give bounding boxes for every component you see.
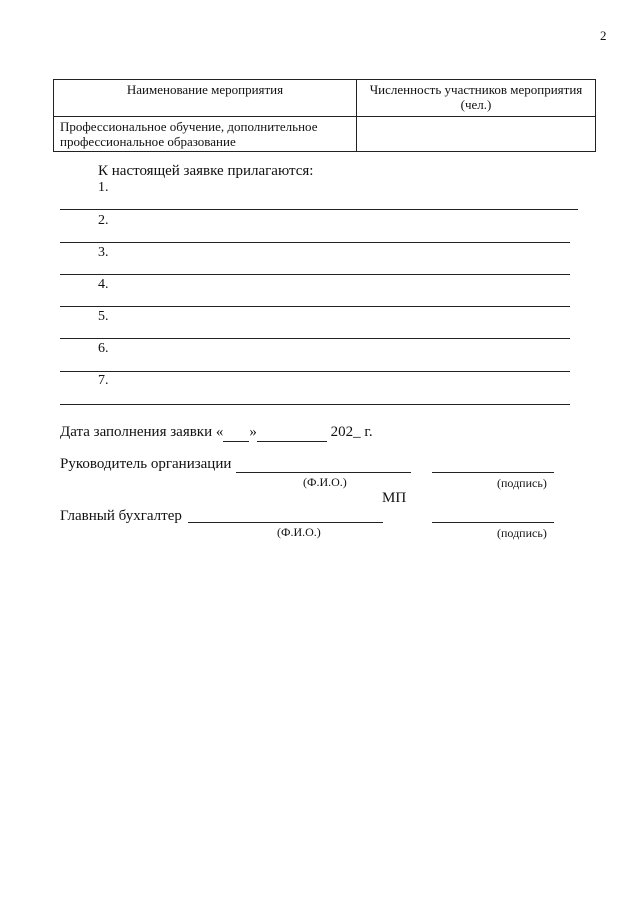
accountant-fio-line: [188, 522, 383, 523]
attachment-line: [60, 274, 570, 275]
header-participants: Численность участников мероприятия (чел.): [357, 80, 596, 117]
accountant-sign-line: [432, 522, 554, 523]
attachment-number: 7.: [98, 373, 109, 388]
attachment-line: [60, 209, 578, 210]
month-blank: [257, 424, 327, 442]
attachment-line: [60, 404, 570, 405]
head-fio-line: [236, 472, 411, 473]
head-sign-line: [432, 472, 554, 473]
page-number: 2: [600, 28, 607, 43]
attachment-number: 4.: [98, 277, 109, 292]
attachment-number: 5.: [98, 309, 109, 324]
attachment-number: 2.: [98, 213, 109, 228]
attachment-line: [60, 338, 570, 339]
head-sign-caption: (подпись): [497, 476, 547, 490]
close-quote: »: [249, 424, 257, 440]
attachments-title: К настоящей заявке прилагаются:: [98, 163, 314, 179]
attachment-number: 3.: [98, 245, 109, 260]
accountant-label: Главный бухгалтер: [60, 508, 182, 524]
year-label: 202_ г.: [330, 424, 373, 440]
day-blank: [223, 424, 249, 442]
attachment-line: [60, 306, 570, 307]
table-row: [54, 117, 596, 152]
head-label: Руководитель организации: [60, 456, 232, 472]
fill-date-label: Дата заполнения заявки «: [60, 424, 224, 440]
header-event-name: Наименование мероприятия: [54, 80, 357, 117]
fill-date-line: [60, 424, 373, 442]
attachment-number: 1.: [98, 180, 109, 195]
cell-event-name: Профессиональное обучение, дополнительное профессиональное образование: [54, 117, 357, 152]
attachment-number: 6.: [98, 341, 109, 356]
events-table: [53, 79, 596, 152]
accountant-sign-caption: (подпись): [497, 526, 547, 540]
head-fio-caption: (Ф.И.О.): [303, 475, 347, 489]
attachment-line: [60, 242, 570, 243]
accountant-fio-caption: (Ф.И.О.): [277, 525, 321, 539]
cell-participants: [357, 117, 596, 152]
attachment-line: [60, 371, 570, 372]
stamp-label: МП: [382, 490, 407, 506]
table-header-row: [54, 80, 596, 117]
